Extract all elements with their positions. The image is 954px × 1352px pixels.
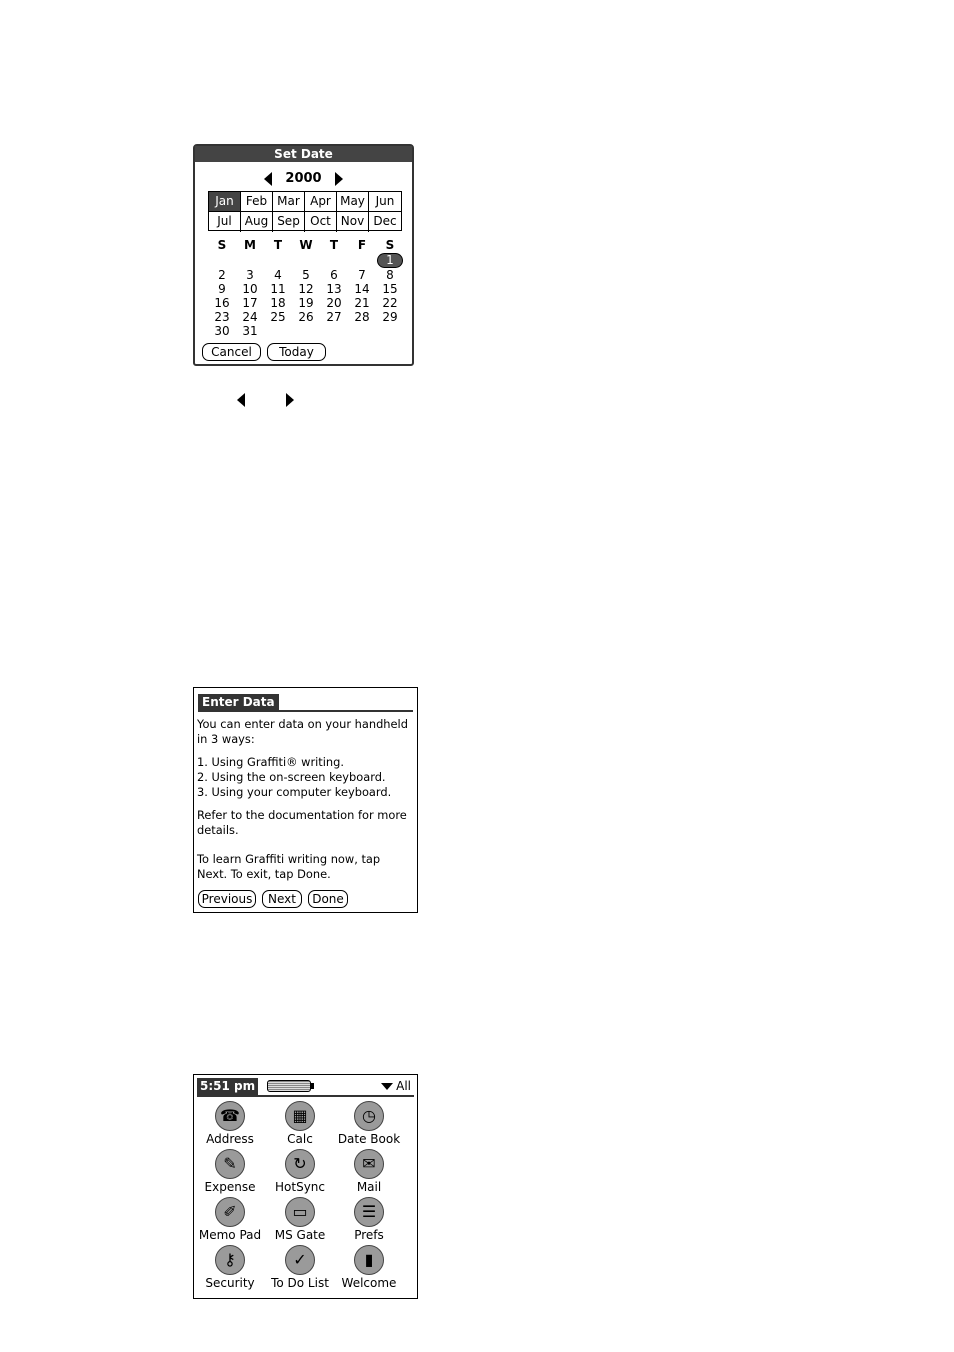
month-feb[interactable]: Feb bbox=[241, 192, 273, 212]
app-label: Address bbox=[206, 1132, 254, 1146]
year-arrows-illustration bbox=[237, 393, 307, 409]
method-item-3: 3. Using your computer keyboard. bbox=[197, 785, 392, 799]
day-27[interactable]: 27 bbox=[326, 310, 342, 324]
app-label: To Do List bbox=[271, 1276, 329, 1290]
app-label: Expense bbox=[204, 1180, 256, 1194]
learn-text: To learn Graffiti writing now, tap Next. To exit, tap Done. bbox=[197, 852, 381, 881]
day-9[interactable]: 9 bbox=[218, 282, 226, 296]
month-oct[interactable]: Oct bbox=[305, 212, 337, 232]
day-23[interactable]: 23 bbox=[214, 310, 230, 324]
weekday-label: W bbox=[299, 238, 313, 252]
app-date-book[interactable] bbox=[333, 1101, 405, 1146]
week-row bbox=[208, 310, 404, 324]
empty-day bbox=[320, 324, 348, 338]
title-underline bbox=[198, 710, 413, 712]
next-year-arrow-icon[interactable] bbox=[335, 172, 343, 186]
day-12[interactable]: 12 bbox=[298, 282, 314, 296]
month-jul[interactable]: Jul bbox=[209, 212, 241, 232]
expense-icon: ✎ bbox=[215, 1149, 245, 1179]
empty-day bbox=[292, 324, 320, 338]
app-label: Welcome bbox=[341, 1276, 397, 1290]
app-address[interactable] bbox=[194, 1101, 266, 1146]
month-grid bbox=[208, 191, 402, 231]
cancel-button[interactable]: Cancel bbox=[202, 343, 261, 361]
app-welcome[interactable] bbox=[333, 1245, 405, 1290]
year-selector bbox=[195, 168, 412, 186]
panel-body bbox=[197, 717, 413, 890]
dialog-title: Set Date bbox=[195, 146, 412, 162]
empty-day bbox=[348, 324, 376, 338]
ms-gate-icon: ▭ bbox=[285, 1197, 315, 1227]
memo-pad-icon: ✐ bbox=[215, 1197, 245, 1227]
day-6[interactable]: 6 bbox=[330, 268, 338, 282]
day-14[interactable]: 14 bbox=[354, 282, 370, 296]
day-5[interactable]: 5 bbox=[302, 268, 310, 282]
welcome-icon: ▮ bbox=[354, 1245, 384, 1275]
empty-day bbox=[348, 253, 376, 267]
day-29[interactable]: 29 bbox=[382, 310, 398, 324]
day-2[interactable]: 2 bbox=[218, 268, 226, 282]
day-20[interactable]: 20 bbox=[326, 296, 342, 310]
set-date-dialog bbox=[193, 144, 414, 366]
week-row bbox=[208, 268, 404, 282]
app-label: HotSync bbox=[275, 1180, 325, 1194]
week-row bbox=[208, 324, 404, 338]
prefs-icon: ☰ bbox=[354, 1197, 384, 1227]
day-22[interactable]: 22 bbox=[382, 296, 398, 310]
month-sep[interactable]: Sep bbox=[273, 212, 305, 232]
month-nov[interactable]: Nov bbox=[337, 212, 369, 232]
next-button[interactable]: Next bbox=[262, 890, 302, 908]
day-21[interactable]: 21 bbox=[354, 296, 370, 310]
refer-text: Refer to the documentation for more details. bbox=[197, 808, 407, 837]
day-30[interactable]: 30 bbox=[214, 324, 230, 338]
right-arrow-icon bbox=[286, 393, 294, 407]
app-security[interactable] bbox=[194, 1245, 266, 1290]
day-8[interactable]: 8 bbox=[386, 268, 394, 282]
calc-icon: ▦ bbox=[285, 1101, 315, 1131]
day-15[interactable]: 15 bbox=[382, 282, 398, 296]
day-10[interactable]: 10 bbox=[242, 282, 258, 296]
day-28[interactable]: 28 bbox=[354, 310, 370, 324]
weekday-label: S bbox=[385, 238, 395, 252]
address-icon: ☎ bbox=[215, 1101, 245, 1131]
weekday-label: F bbox=[357, 238, 367, 252]
app-to-do-list[interactable] bbox=[264, 1245, 336, 1290]
app-label: MS Gate bbox=[274, 1228, 326, 1242]
empty-day bbox=[320, 253, 348, 267]
day-grid bbox=[208, 237, 404, 338]
month-aug[interactable]: Aug bbox=[241, 212, 273, 232]
mail-icon: ✉ bbox=[354, 1149, 384, 1179]
empty-day bbox=[208, 253, 236, 267]
day-3[interactable]: 3 bbox=[246, 268, 254, 282]
app-hotsync[interactable] bbox=[264, 1149, 336, 1194]
month-dec[interactable]: Dec bbox=[373, 214, 397, 228]
date-book-icon: ◷ bbox=[354, 1101, 384, 1131]
day-31[interactable]: 31 bbox=[242, 324, 258, 338]
today-button[interactable]: Today bbox=[267, 343, 326, 361]
day-7[interactable]: 7 bbox=[358, 268, 366, 282]
week-row bbox=[208, 296, 404, 310]
empty-day bbox=[264, 253, 292, 267]
hotsync-icon: ↻ bbox=[285, 1149, 315, 1179]
day-11[interactable]: 11 bbox=[270, 282, 286, 296]
app-label: Calc bbox=[287, 1132, 313, 1146]
weekday-label: T bbox=[273, 238, 283, 252]
day-17[interactable]: 17 bbox=[242, 296, 258, 310]
day-18[interactable]: 18 bbox=[270, 296, 286, 310]
category-dropdown[interactable] bbox=[381, 1079, 411, 1093]
battery-icon bbox=[267, 1080, 311, 1092]
app-ms-gate[interactable] bbox=[264, 1197, 336, 1242]
done-button[interactable]: Done bbox=[308, 890, 348, 908]
app-calc[interactable] bbox=[264, 1101, 336, 1146]
weekday-label: M bbox=[244, 238, 256, 252]
app-prefs[interactable] bbox=[333, 1197, 405, 1242]
security-icon: ⚷ bbox=[215, 1245, 245, 1275]
left-arrow-icon bbox=[237, 393, 245, 407]
empty-day bbox=[264, 324, 292, 338]
day-1[interactable]: 1 bbox=[377, 253, 403, 268]
app-expense[interactable] bbox=[194, 1149, 266, 1194]
weekday-header-row bbox=[208, 237, 404, 253]
app-memo-pad[interactable] bbox=[194, 1197, 266, 1242]
day-26[interactable]: 26 bbox=[298, 310, 314, 324]
day-25[interactable]: 25 bbox=[270, 310, 286, 324]
empty-day bbox=[376, 324, 404, 338]
previous-button[interactable]: Previous bbox=[198, 890, 256, 908]
month-may[interactable]: May bbox=[337, 192, 369, 212]
month-jan[interactable]: Jan bbox=[209, 192, 241, 212]
category-label: All bbox=[396, 1079, 411, 1093]
day-4[interactable]: 4 bbox=[274, 268, 282, 282]
method-item-2: 2. Using the on-screen keyboard. bbox=[197, 770, 386, 784]
application-launcher bbox=[193, 1074, 418, 1299]
empty-day bbox=[292, 253, 320, 267]
app-label: Memo Pad bbox=[198, 1228, 262, 1242]
weeks bbox=[208, 253, 404, 338]
day-19[interactable]: 19 bbox=[298, 296, 314, 310]
weekday-label: S bbox=[217, 238, 227, 252]
month-apr[interactable]: Apr bbox=[305, 192, 337, 212]
week-row bbox=[208, 282, 404, 296]
clock: 5:51 pm bbox=[197, 1078, 258, 1095]
enter-data-panel bbox=[193, 687, 418, 913]
header-underline bbox=[197, 1095, 414, 1097]
previous-year-arrow-icon[interactable] bbox=[264, 172, 272, 186]
app-label: Date Book bbox=[337, 1132, 401, 1146]
empty-day bbox=[236, 253, 264, 267]
weekday-label: T bbox=[329, 238, 339, 252]
month-jun[interactable]: Jun bbox=[369, 192, 401, 212]
month-mar[interactable]: Mar bbox=[273, 192, 305, 212]
intro-text: You can enter data on your handheld in 3 ways: bbox=[197, 717, 408, 746]
day-16[interactable]: 16 bbox=[214, 296, 230, 310]
day-13[interactable]: 13 bbox=[326, 282, 342, 296]
app-label: Prefs bbox=[354, 1228, 384, 1242]
day-24[interactable]: 24 bbox=[242, 310, 258, 324]
app-label: Mail bbox=[356, 1180, 382, 1194]
week-row bbox=[208, 253, 404, 268]
panel-title: Enter Data bbox=[198, 694, 279, 711]
year-label: 2000 bbox=[285, 171, 322, 186]
dropdown-arrow-icon bbox=[381, 1083, 393, 1090]
app-mail[interactable] bbox=[333, 1149, 405, 1194]
to-do-list-icon: ✓ bbox=[285, 1245, 315, 1275]
app-label: Security bbox=[205, 1276, 255, 1290]
method-item-1: 1. Using Graffiti® writing. bbox=[197, 755, 345, 769]
